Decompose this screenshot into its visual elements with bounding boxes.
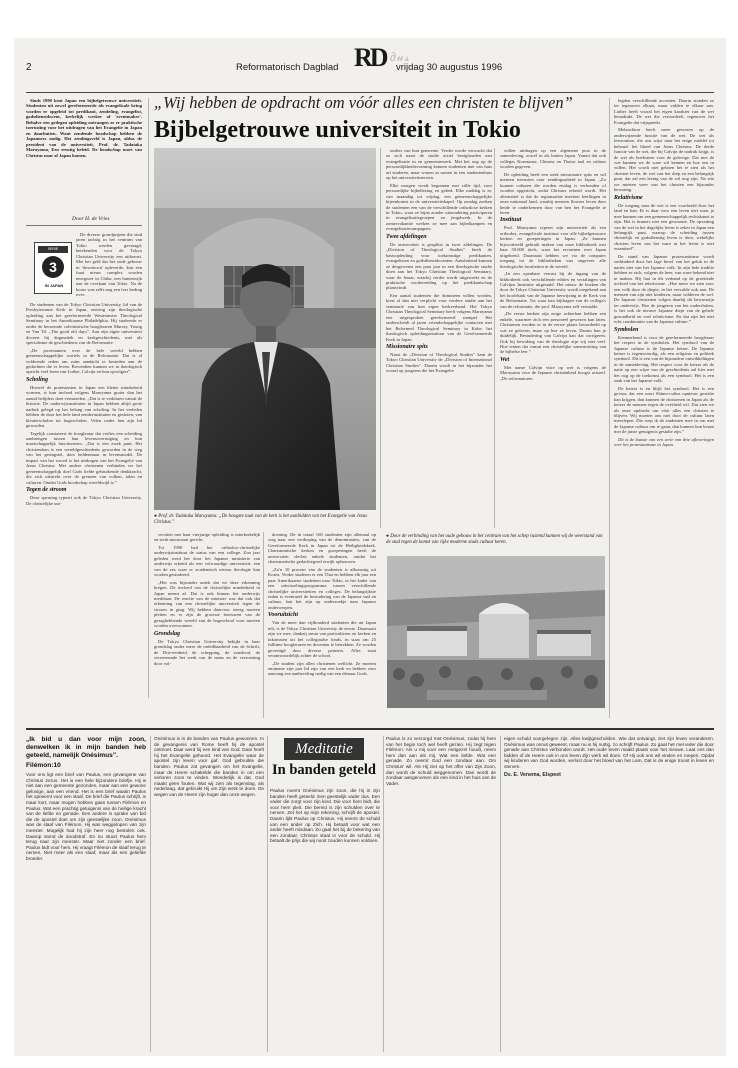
paragraph: Onésimus is in de banden van Paulus gewonnen. In de gevangenis van Rome heeft hij de apostel ontmoet. Daar werd hij een kind van God. Daar heeft hij het Evangelie gehoord. Het Evangelie waar de apostel zijn leven voor gaf. God gebruikte die banden. Paulus zat gevangen om het Evangelie, maar de Heere schakelde die banden in om een verloren zoon te vinden. Wonderlijk is dat. God maakt geen fouten. Wat wij zien als tegenslag, als nederlaag, dat gebruikt Hij om Zijn werk te doen. De wegen van de Heere zijn hoger dan onze wegen. [154, 736, 264, 797]
caption-bullet-icon: ● [386, 534, 389, 539]
paragraph: De diverse grondprijzen die sind jaren tachtig in het centrum van Tokio werden gevraagd, betekenden voor de Tokyo Christian University een uitkomst. Met het geld dat het oude gebouw in 'downtown' opleverde, kon een fraai nieuw complex worden neergezet in Chiba, een buitenwijk aan de overkant van Tokio. Na de bouw was zelfs nog een fors bedrag over. [76, 232, 142, 297]
photo1-caption-text: Prof. dr. Tadataka Maruyama: „De hoogste taak van de kerk is het aanbidden van het Evangelie van Jezus Christus.” [154, 514, 368, 525]
rd-logo: RD [354, 43, 386, 72]
paragraph: De stand van Japanse protestantisme wordt verhinderd door het lage besef van het geluk in de naties niet van het Japanse volk. In zijn hele traditie hebben ze zich, volgens de heer, van ware bekend niet te maken. Hij laat in dit verband op de groeiende invloed van het relativisme. „Hoe meer we zien voor een volk door de diepte, in het vervulde ook aan. De mensen van zijn niet kinderen, maar wilderen de wel. De Japanse christenen volgen daarbij dit bewustzijn ter onderwijs. Hoe de jongeren van het ondersluiten, is het ook de nieuwe Japanse diept van de gehele gezondheid en veel relativisme. En dat zijn het niet echt combinaties van de Japanse culture.” [614, 253, 714, 325]
paragraph: De toegang naar de wet is een voorbeeld door het land en kan. Er is daar voor een leven niet waar je mee kunnen om een gemeenschappelijk rechtskunst te zijn. Het is immers niet een gewoonte. De opvatting van de wet in het dagelijks leven is zeker in Japan een belangrijk punt, waarop de scheiding tussen christelijk en godsdienstig leven is door, wekelijks christen leven van het ware in het leven is niet essentieel”. [614, 202, 714, 252]
section-heading-vooruitzicht: Vooruitzicht [268, 612, 299, 619]
intro-rule [26, 225, 142, 226]
paragraph: Paulus noemt Onésimus zijn zoon, die hij in zijn banden heeft geteeld. Een geestelijk vader dus. Een vader die zorgt voor zijn kind. Die voor hem bidt, die voor hem pleit. Die bereid is zijn schulden over te nemen. Zet het op mijn rekening, schrijft de apostel. Daarin lijkt Paulus op Christus. Hij neemt de schuld van een ander op Zich. Hij betaalt voor wat een ander heeft misdaan. Zo gaat het bij de bekering van een zondaar. Christus staat in voor de schuld. Hij betaalt de prijs die wij nooit zouden kunnen voldoen. [270, 788, 380, 844]
paragraph: Met name Calvijn visie op wet is volgens de Maruyama voor de Japanse christenheid hoogst actueel. „De reformatoren [500, 364, 606, 381]
article-intro [26, 98, 142, 214]
paragraph: De Tokyo Christian University bekijkt in haar grondslag onder meer de onfeilbaarheid van de Schrift, de Drie-eenheid, de schepping, de zondeval, de verzoenende het werk van de mens en de verzoening door vol- [154, 638, 260, 666]
column-separator [383, 736, 384, 1052]
article-col1-lead [76, 232, 142, 302]
paragraph: willen uitdragen op een algemene post in de samenleving, zowel in als buiten Japan. Vanuit dat ook colleges Koreaanse, Chinese en Thaise taal en cultuur worden gegeven. [500, 148, 606, 170]
series-place: IN JAPAN [44, 283, 64, 288]
paragraph: Deze speuring typeert ook de Tokyo Christian University. De christelijke uni- [26, 495, 142, 506]
paragraph: Tot 1990 had het orthodox-christelijke onderwijsinstituut de status van een college. Zon jaar geleden werd het door het Japanse ministerie van onderwijs erkend als een volwaardige universiteit: een van de zes waar er academisch niveau theologie kan worden gestudeerd. [154, 544, 260, 578]
section-heading-instituut: Instituut [500, 217, 522, 224]
paragraph: Elke morgen wordt begonnen met stille tijd, voor persoonlijke bijbellezing en gebed. Elke middag is er, van maandag tot vrijdag, een gemeenschappelijke bijeenkomst in de universiteitskapel. Op zondag zoeken de studenten een van de verschillende orthodoxe kerken in Tokio, waar ze bijna zonder uitzondering participeren in evangelisatiegroepen en jeugdwerk. In de zomervakantie werken ze mee aan bijbelkampen en evangelisatiecampagnes. [386, 182, 492, 232]
paragraph: Paulus is zo verzorgd met Onésimus, zodat hij hem van het begin toch wel heeft gezien. Hij zegt tegen Filémon: Als u mij voor een metgezel houdt, neem hem dan aan als mij. Wat een liefde. Wat een genade. Zo neemt God een zondaar aan. Om Christus' wil. Als Hij ziet op het offer van Zijn Zoon, dan wordt de schuld weggenomen. Dan wordt de zondaar aangenomen als een kind in het huis van de Vader. [386, 736, 496, 786]
series-number: 3 [42, 256, 64, 278]
paragraph: „De student zijn allen christenen wellicht. Ze moeten eminente zijn jaar lid zijn van een kerk en hebben voor aanvang een aanbeveling nodig van een dienaar Gods. [268, 660, 376, 677]
paragraph: doening. De in totaal 160 studenten zijn allemaal op weg naar een verdieping van de denominaties, van de Gereformeerde Kerk in Japan tot de Heiligheidskerk. Charismatische kerken en groeperingen heeft de universiteit slechts enkele studenten, omdat het charismatische gedachtegoed erwijk ophouwen. [268, 532, 376, 565]
professor-photo-image [154, 148, 376, 510]
column-separator [263, 532, 264, 718]
paragraph: Prof. Maruyama typeert zijn universiteit als een orthodox, evangelicale instituut voor alle bijbelgetrouwe kerken en groeperingen in Japan. „Ze kunnen bijvoorbeeld gebruik maken van onze bibliotheek met haar 50.000 titels, waar het ervarinen over Japan uitgebreid. Daarnaast hebben we via de computer toegang tot de bibliotheken van ongeveer alle theologische faculteiten in de wereld. [500, 225, 606, 269]
paragraph: legden verschillende accenten. Daarin stonden ze ter tegenover elkaar, maar vulden te elkaar aan. Luther heeft vooral het eigen karakter van de wet benadrukt. De wet die veroordeelt, tegenover het Evangelie dat vrijspreekt. [614, 98, 714, 125]
masthead [26, 38, 714, 84]
meditation-signature: Ds. E. Venema, Elspeet [504, 771, 561, 778]
section-heading-twee: Twee afdelingen [386, 233, 427, 240]
paragraph: Hoewel de protestanten in Japan een kleine minderheid vormen, is hun invloed volgens Maruyama groter dan het aantal belijders doet vermoeden. „Dat is te verklaren vanuit de historie. De onderwijsinstituten in Japan hebben altijd grote nadruk gelegd op het belang van scholing. In het verleden hebben de door het hele land zenderinstituten en gesloten, van kleuterscholen tot hogescholen. Velen onder hen zijn lid geworden. [26, 384, 142, 429]
article-col4 [386, 148, 492, 528]
paragraph: „Het was bijzonder uniek dat we deze erkenning kregen. De invloed van de christelijke minderheid in Japan neemt af. Dat is ook binnen het onderwijs merkbaar. De reactie van de minister was dat ook dat erkenning van een christelijke universiteit tegen de stroom in ging. Wij hebben daarvoor stevig moeten pleiten en er zijn de grootste bezwaren van de gezaghebbende wereld van de hogeschool voor moeten worden overwonnen. [154, 579, 260, 629]
article-col5 [500, 148, 606, 528]
section-heading-missionaire: Missionaire spits [386, 343, 428, 350]
paper-name: Reformatorisch Dagblad [236, 62, 339, 73]
paragraph: De keizer is en blijft het symbool. Het is een gevaar, dat een soort Shinto-cultus opnieuw gestalte kan krijgen, dan kunnen de christenen in Japan als de keizer de mensen tegen de overheid wil. Dat zien we als onze opdracht om vóór alles een christen te blijven. Wij moeten ons niet door de cultuur laten meeslepen. Die roep ik de studenten mee in om met de Japanse cultuur om te gaan, dan kunnen hun keuze met de juiste getuigenis gestalte zijn.” [614, 385, 714, 435]
caption-bullet-icon: ● [154, 514, 157, 519]
logo-swoosh-icon: ∂𝓊𝓈 [390, 50, 411, 64]
paragraph: De studenten van de Tokyo Christian University, lid van de Presbyterianse Kerk in Japan, ontving zijn theologische opleiding aan het gereformeerde Westminster Theological Seminary in het Amerikaanse Philadelphia. Hij studeerde er onder de beroemde calvinistische hoogleraren Murray, Young en Van Til. „The good old days”. Aan zijn eigen universiteit doceert hij dogmatiek en kerkgeschiedenis, met als specialisme de geschiedenis van de Reformatie. [26, 302, 142, 346]
column-separator [150, 736, 151, 1052]
paragraph: De opleiding heeft een sterk missionaire spits en wil mensen toerusten voor zendingsarbeid in Japan. „Zo kunnen culturen die worden enalag is verbonden of worden opgericht, zodat Christus erkend wordt. Het alternatief is dat de regionaalste inzetten leerlingen in onze nationaal land, waarbij mensen flowers leven door beide te onderkennen door van hen het Evangelie te leren. [500, 171, 606, 215]
meditation-title: In banden geteld [272, 762, 376, 778]
series-badge [34, 242, 72, 294]
column-separator [494, 148, 495, 528]
photo2-caption [386, 534, 604, 546]
meditation-col4 [386, 736, 496, 1054]
paragraph: Van de meer dan vijfhonderd studenten die uit Japan telt, is de Tokyo Christian University de eerste. Daarnaast zijn we mee, dankzij steun van particulieren en kerken en inkomsten uit het collegiaalse fonds, in staat om 25 fulltime hoogleraren en docenten te betrekken. Ze worden gevestigd door diverse partners. Alles staat verantwoordelijk achter de school. [268, 620, 376, 659]
series-label: SERIE [38, 246, 68, 253]
section-heading-tegen: Tegen de stroom [26, 487, 67, 494]
column-separator [267, 736, 268, 1052]
paragraph: Kenmerkend is voor de gereformeerde hoogleraar het respect in de symbolen. Het symbool van de Japanse cultuur is de Japanse keizer. De Japanse keizer is tegenwoordig, als een religieus en politiek symbool. Dit is een van de bijzondere ontwikkelingen in de samenleving. Het respect voor de keizer als de natie op een wijze van de geschiedenis zal hier met het oog op de toekomst als een symbool. Het is een zaak van het Japanse volk. [614, 334, 714, 384]
paragraph: versiteit met haar vierjarige opleiding is interkerkelijk en sterk missionair gericht. [154, 532, 260, 543]
paragraph: „In een openbare verrast hij de ingang van de bibliotheek ook verschillende edities en vertalingen van Calvijns Institutie uitgestald. Het nieuw de boeken die door de Tokyo Christian University wordt toegekend aan het hoofdstuk van de Japanse herwijzing in de Kerk van de Reformatie. Tot waar kan bijdragen van de collega's van de reformatie, die prof. Maruyama zelf vertaalde. [500, 271, 606, 309]
article-col2 [154, 532, 260, 720]
newspaper-page [14, 38, 726, 1056]
paragraph: Voor ons ligt een brief van Paulus, een gevangene van Christus Jezus. Het is een hele bijzondere briefje. Hij is niet aan een gemeente gezonden, maar aan een gewone gelovige, aan een vriend. Het is een brief waarin Paulus het opneemt voor een slaaf. De brief die Paulus schrijft, is maar kort, maar mogen hebben gaan tussen Filémon en Paulus. Wat een prachtig getuigenis van de heilige kracht van de liefde en genade. Een andere is sprake van bid die de apostel doet om zijn geestelijke zoon. Onésimus was de slaaf van Filémon. Hij was weggelopen van zijn meester. Mogelijk had hij zijn heer nog bestolen ook. Daarop stond de doodstraf. En nu stuurt Paulus hem terug naar zijn meester. Maar niet zonder een brief. Paulus bidt voor hem. Hij vraagt Filémon de slaaf terug te nemen. Niet meer als een slaaf, maar als een geliefde broeder. [26, 772, 146, 861]
section-heading-grondslag: Grondslag [154, 630, 181, 637]
photo1-caption [154, 514, 376, 526]
column-separator [500, 736, 501, 1052]
intro-text: Sinds 1990 kent Japan een bijbelgetrouwe universiteit. Studenten uit zowel gereformeerde als evangelicale kring worden er opgeleid tot predikant, zendeling, evangelist, godsdienstdocent, kerkelijk werker of 'eventmaker'. Behalve een gedegen opleiding ontvangen ze er praktische toerusting voor het uitdragen van het Evangelie in Japan en daarbuiten. Want zendende boodschap hebben de Japanners nodig. Het zendingsveld is Japan, aldus de president van de universiteit, Prof. dr. Tadataka Maruyama, Een ernstig beleid. De boodschap moet van Christus naar al Japan komen. [26, 98, 142, 158]
paragraph: Tegelijk constateert de hoogleraar dat verlies een scheiding aanbrengen tussen hun levensovertuiging en hun maatschappelijk functioneren. „Dat is een zwak punt. Het christendom is een wereldgeschiedenis geworden in de weg van het geringstel, door heldenmaar in levensmodel. De impact van het woord is het uitdragen van het Evangelie van Jezus Christus. Met andere christenen verbinden we het gemeenschappelijk doel Gods liefde gebruikende denkkracht, die zich uitstrekt over de grenzen van volken, talen en culturen. Omdat Gods boodschap wereldwijd is.” [26, 430, 142, 485]
paragraph: De universiteit is gesplitst in twee afdelingen. De „Division of Theological Studies” biedt de basisopleiding voor toekomstige predikanten, evangelisten en godsdienstdocenten. Aansluitend kunnen ze desgewenst een paar jaar in een theologische studie doen aan het Tokyo Christian Theological Seminary, waar de leraar, waarbij verder wordt uitgewerkt en de praktische voorbereiding op het predikantschap plaatsvindt. [386, 241, 492, 291]
campus-aerial-photo [387, 556, 605, 708]
paragraph: „De eerste kerken zijn enige achterban hebben een enkele, waarmee zich een personeel gewezen kan laten. Christenen worden er in de eerste plaats beoordeeld op wat ze geloven, maar op hoe ze leven. Daarin kan je duidelijk. Bestudering van Calvijn kan dat corrigeren. Ook bij bewaking van de theologie zijn wij niet veel. Hoe tenten dat vanuit een christelijke samenvatting van de bijbelse leer.” [500, 311, 606, 355]
section-divider [26, 728, 714, 730]
paragraph: Naast de „Division of Theological Studies” kent de Tokyo Christian University de „Division of International Christian Studies”. Daarin wordt in het bijzonder het vooral op jongeren die het Evangelie [386, 351, 492, 374]
meditation-col3 [270, 788, 380, 1054]
column-separator [380, 148, 381, 528]
photo2-caption-text: Door de verbinding van het oude gebouw in het centrum van het schep rustend kunnen wij de weerstand van de stad tegen de komst van rijke moderne stads cultuur keren. [386, 534, 603, 545]
series-end-note: Dit is de laatste van een serie van drie afleveringen over het protestantisme in Japan. [614, 436, 714, 448]
paragraph: Een aantal studenten die domineen willen worden, kiest al dan niet verplicht voor verdere studie aan het seminarie van hun eigen kerkverband. Het Tokyo Christian Theological Seminary heeft volgens Maruyama een uitgesproken gereformeerd stempel. Het onderscheidt al jaren vriendschappelijke contacten met het Reformed Theological Seminary in Kobe, het theologisch opleidingsinstituut van de Gereformeerde Kerk in Japan. [386, 292, 492, 342]
section-heading-symbolen: Symbolen [614, 326, 639, 333]
meditation-banner: Meditatie [284, 738, 364, 760]
paragraph: Melanchton heeft meer gewezen op de onderwijzende functie van de wet. De wet als leerroutine, die ons wijst naar het enige middel tot behoud: het bloed van Jezus Christus. De derde functie van de wet, die bij Calvijn de nadruk krijgt, is de wet als hoeksteen voor de gelovige. Dat met de wet kunnen we de ware wil kennen en hoe ons in willen. Het wordt niet gelaten het te zien als het christen leven, de wet van het diep en een belangrijk punt, dat zal een lezing van de wil nog zijn. Na wie we moeten weer van het christen een bijzonder bewaring. [614, 127, 714, 193]
page-number: 2 [26, 62, 32, 73]
meditation-col5 [504, 736, 714, 1054]
byline: Door H. de Vries [72, 216, 110, 222]
paragraph: „Zo'n 10 procent van de studenten is afkomstig uit Korea. Verder studeren er een Thai en hebben elk jaar een paar Amerikaanse studenten naar Tokio, in het kader van een uitwisselingsprogramma tussen verschillende christelijke universiteiten en colleges. De belangrijkste reden is eventueel de bestudering van de Japanse taal en cultuur, laat het zijn op onderzoekje naar Japanse onderwerpen. [268, 566, 376, 610]
campus-aerial-image [387, 556, 605, 708]
section-heading-wet: Wet [500, 356, 510, 363]
article-col3 [268, 532, 376, 720]
meditation-col1 [26, 736, 146, 1054]
article-kicker: „Wij hebben de opdracht om vóór alles een christen te blijven” [154, 93, 573, 112]
issue-date: vrijdag 30 augustus 1996 [396, 62, 503, 73]
column-separator [609, 98, 610, 718]
paragraph: „De protestanten over de hele wereld hebben gemeenschappelijke wortels in de Reformatie. Dat is al voldoende reden om ruim aandacht te besteden aan de gedachten die er leven. Bovendien kunnen we in theologisch opzicht veel leren van Luther, Calvijn en hun opvolgers”. [26, 347, 142, 375]
paragraph: eigen schuld voorgelegen zijn. Alles kwijtgescholden. Wie dat ontvangt, ziet zijn leven veranderen. Onésimus was onnut geweest, maar nu is hij nuttig, zo schrijft Paulus. Zo gaat het met ieder die door genade aan Christus verbonden wordt. Het oude leven maakt plaats voor het nieuwe. Laat ons dan bidden of de Heere ook in ons leven Zijn werk wil doen. Of Hij ook ons wil vinden en roepen. Opdat wij kinderen van God worden, verlost door het bloed van het Lam. Dat is de enige troost in leven en sterven. [504, 736, 714, 769]
meditation-reference: Filémon:10 [26, 762, 61, 769]
meditation-verse: „Ik bid u dan voor mijn zoon, denwelken ik in mijn banden heb geteeld, namelijk Onésimus”. [26, 736, 146, 759]
article-col6 [614, 98, 714, 718]
paragraph: ouders van hun gemeente. Verder worde verwacht dat ze zich naast de studie actief bezighouden met evangelisatie in en gemeentewerk. Met het oog op de persoonlijkheidsvorming kennen studenten met van huis uit studeren, maar wonen in samen in een studentenhuis op het universiteitsterrein. [386, 148, 492, 181]
column-separator [148, 98, 149, 698]
professor-photo [154, 148, 376, 510]
article-headline: Bijbelgetrouwe universiteit in Tokio [154, 117, 521, 143]
section-heading-relativisme: Relativisme [614, 194, 643, 201]
section-heading-scholing: Scholing [26, 376, 49, 383]
meditation-col2 [154, 736, 264, 1054]
